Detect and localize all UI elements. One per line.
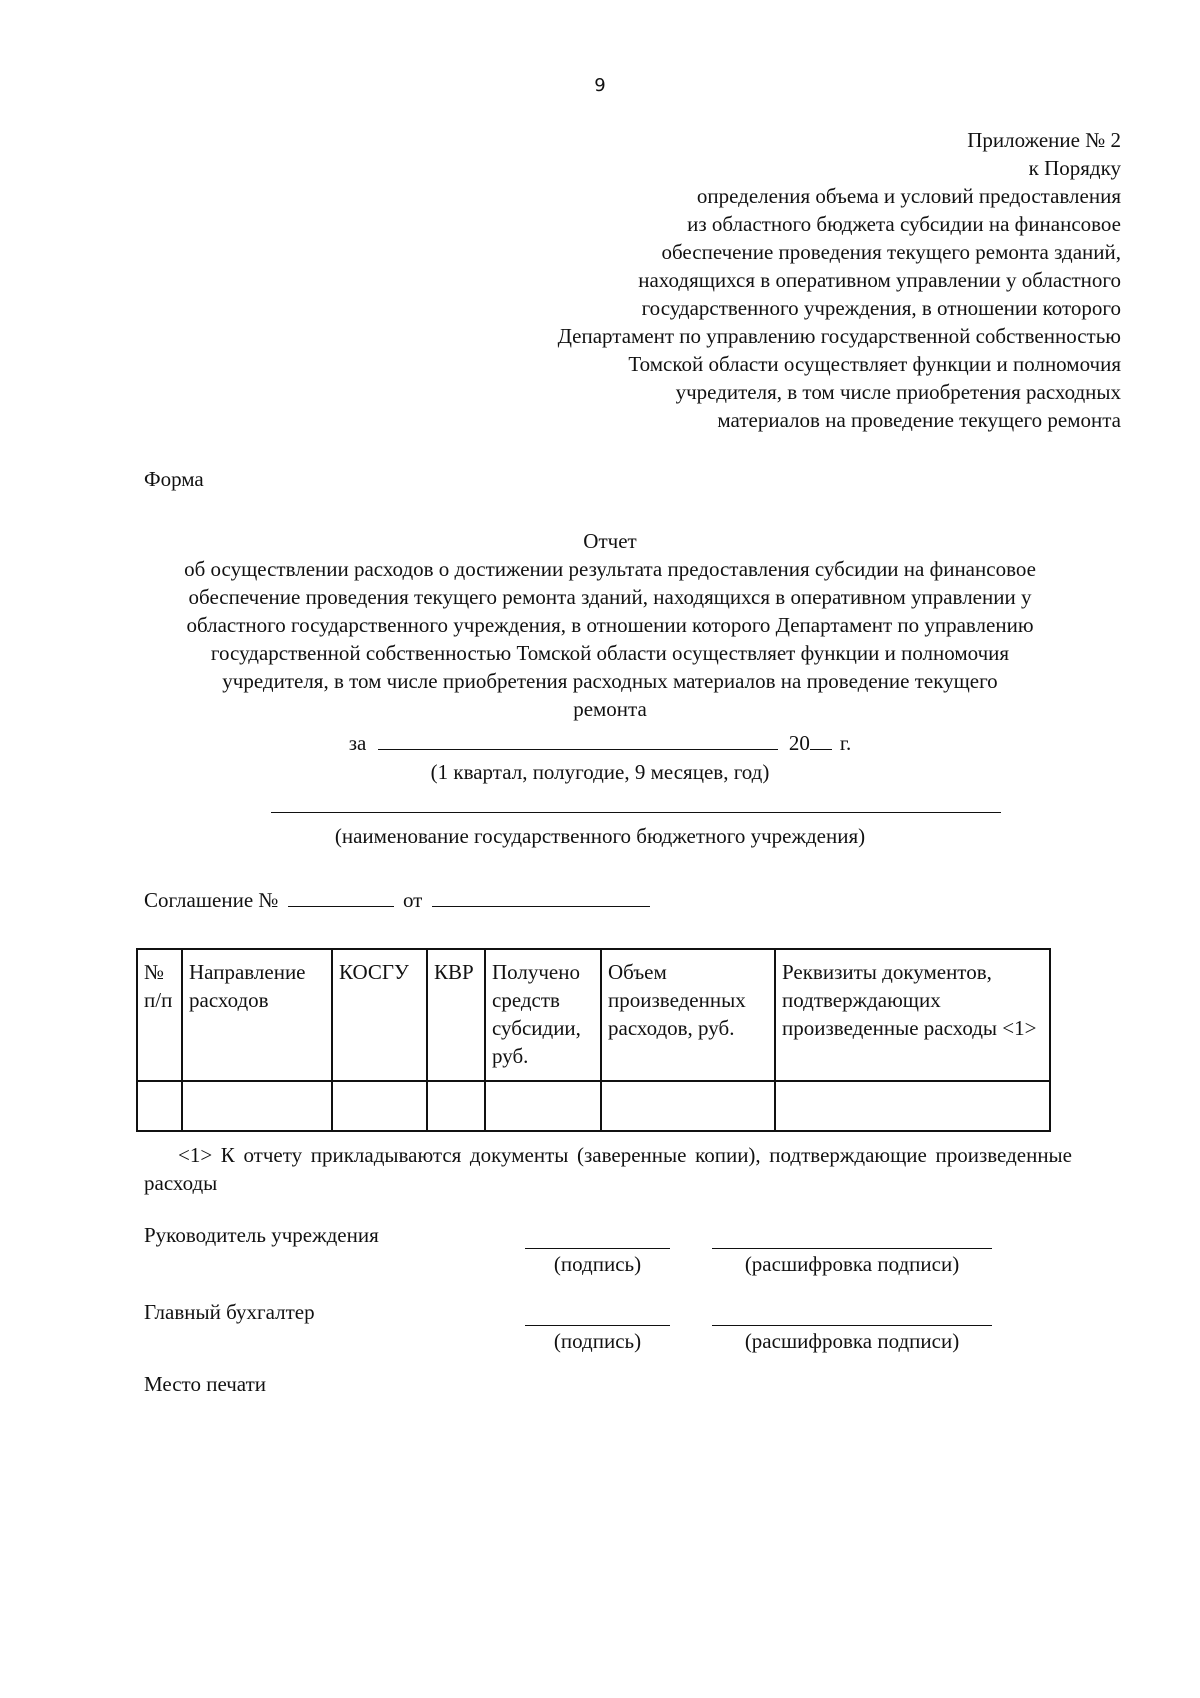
year-suffix: г. bbox=[839, 731, 852, 755]
table-row bbox=[137, 1081, 1050, 1131]
table-cell[interactable] bbox=[601, 1081, 775, 1131]
accountant-decode-hint: (расшифровка подписи) bbox=[744, 1329, 960, 1353]
report-line: государственной собственностью Томской области осуществляет функции и полномочия bbox=[210, 641, 1010, 665]
appendix-line: обеспечение проведения текущего ремонта зданий, bbox=[661, 240, 1121, 264]
appendix-line: определения объема и условий предоставления bbox=[696, 184, 1121, 208]
agreement-line bbox=[144, 885, 650, 914]
accountant-signature-decode-field[interactable] bbox=[712, 1325, 992, 1326]
report-line: областного государственного учреждения, в отношении которого Департамент по управлению bbox=[186, 613, 1034, 637]
stamp-place-label: Место печати bbox=[144, 1372, 267, 1396]
period-line bbox=[0, 728, 1200, 757]
appendix-line: Департамент по управлению государственной собственностью bbox=[557, 324, 1121, 348]
period-field[interactable] bbox=[378, 728, 778, 750]
column-header-received: Получено средств субсидии, руб. bbox=[485, 949, 601, 1081]
expenses-table bbox=[136, 948, 1051, 1132]
appendix-line: материалов на проведение текущего ремонта bbox=[717, 408, 1121, 432]
appendix-line: из областного бюджета субсидии на финансовое bbox=[687, 212, 1121, 236]
appendix-line: к Порядку bbox=[1028, 156, 1121, 180]
report-line: ремонта bbox=[573, 697, 647, 721]
column-header-documents: Реквизиты документов, подтверждающих произведенные расходы <1> bbox=[775, 949, 1050, 1081]
page-number: 9 bbox=[594, 75, 606, 96]
appendix-line: государственного учреждения, в отношении которого bbox=[641, 296, 1121, 320]
accountant-signature-role: Главный бухгалтер bbox=[144, 1300, 315, 1324]
table-cell[interactable] bbox=[775, 1081, 1050, 1131]
agreement-from-label: от bbox=[402, 888, 423, 912]
table-cell[interactable] bbox=[137, 1081, 182, 1131]
head-signature-field[interactable] bbox=[525, 1248, 670, 1249]
column-header-expenses: Объем произведенных расходов, руб. bbox=[601, 949, 775, 1081]
table-cell[interactable] bbox=[332, 1081, 427, 1131]
accountant-signature-field[interactable] bbox=[525, 1325, 670, 1326]
column-header-kosgu: КОСГУ bbox=[332, 949, 427, 1081]
year-field[interactable] bbox=[810, 728, 832, 750]
footnote bbox=[144, 1141, 1072, 1197]
appendix-line: Томской области осуществляет функции и полномочия bbox=[628, 352, 1121, 376]
head-decode-hint: (расшифровка подписи) bbox=[744, 1252, 960, 1276]
table-cell[interactable] bbox=[427, 1081, 485, 1131]
table-cell[interactable] bbox=[485, 1081, 601, 1131]
form-label: Форма bbox=[144, 467, 204, 491]
agreement-date-field[interactable] bbox=[432, 885, 650, 907]
agreement-label: Соглашение № bbox=[144, 888, 279, 912]
head-signature-decode-field[interactable] bbox=[712, 1248, 992, 1249]
organization-field[interactable] bbox=[271, 812, 1001, 813]
report-heading bbox=[140, 527, 1080, 723]
head-signature-hint: (подпись) bbox=[553, 1252, 642, 1276]
table-header-row bbox=[137, 949, 1050, 1081]
appendix-line: находящихся в оперативном управлении у областного bbox=[638, 268, 1121, 292]
agreement-number-field[interactable] bbox=[288, 885, 394, 907]
table-cell[interactable] bbox=[182, 1081, 332, 1131]
organization-hint: (наименование государственного бюджетного учреждения) bbox=[334, 824, 866, 848]
column-header-direction: Направление расходов bbox=[182, 949, 332, 1081]
report-title: Отчет bbox=[583, 529, 637, 553]
report-line: об осуществлении расходов о достижении результата предоставления субсидии на финансовое bbox=[184, 557, 1036, 581]
column-header-kvr: КВР bbox=[427, 949, 485, 1081]
footnote-text: <1> К отчету прикладываются документы (заверенные копии), подтверждающие произведенные расходы bbox=[144, 1143, 1072, 1195]
year-prefix: 20 bbox=[788, 731, 810, 755]
accountant-signature-hint: (подпись) bbox=[553, 1329, 642, 1353]
appendix-title: Приложение № 2 bbox=[967, 128, 1121, 152]
report-line: обеспечение проведения текущего ремонта зданий, находящихся в оперативном управлении у bbox=[188, 585, 1032, 609]
appendix-line: учредителя, в том числе приобретения расходных bbox=[675, 380, 1121, 404]
period-hint: (1 квартал, полугодие, 9 месяцев, год) bbox=[430, 760, 770, 784]
appendix-header bbox=[361, 126, 1121, 434]
period-prefix: за bbox=[348, 731, 367, 755]
report-line: учредителя, в том числе приобретения расходных материалов на проведение текущего bbox=[222, 669, 998, 693]
column-header-number: № п/п bbox=[137, 949, 182, 1081]
head-signature-role: Руководитель учреждения bbox=[144, 1223, 379, 1247]
